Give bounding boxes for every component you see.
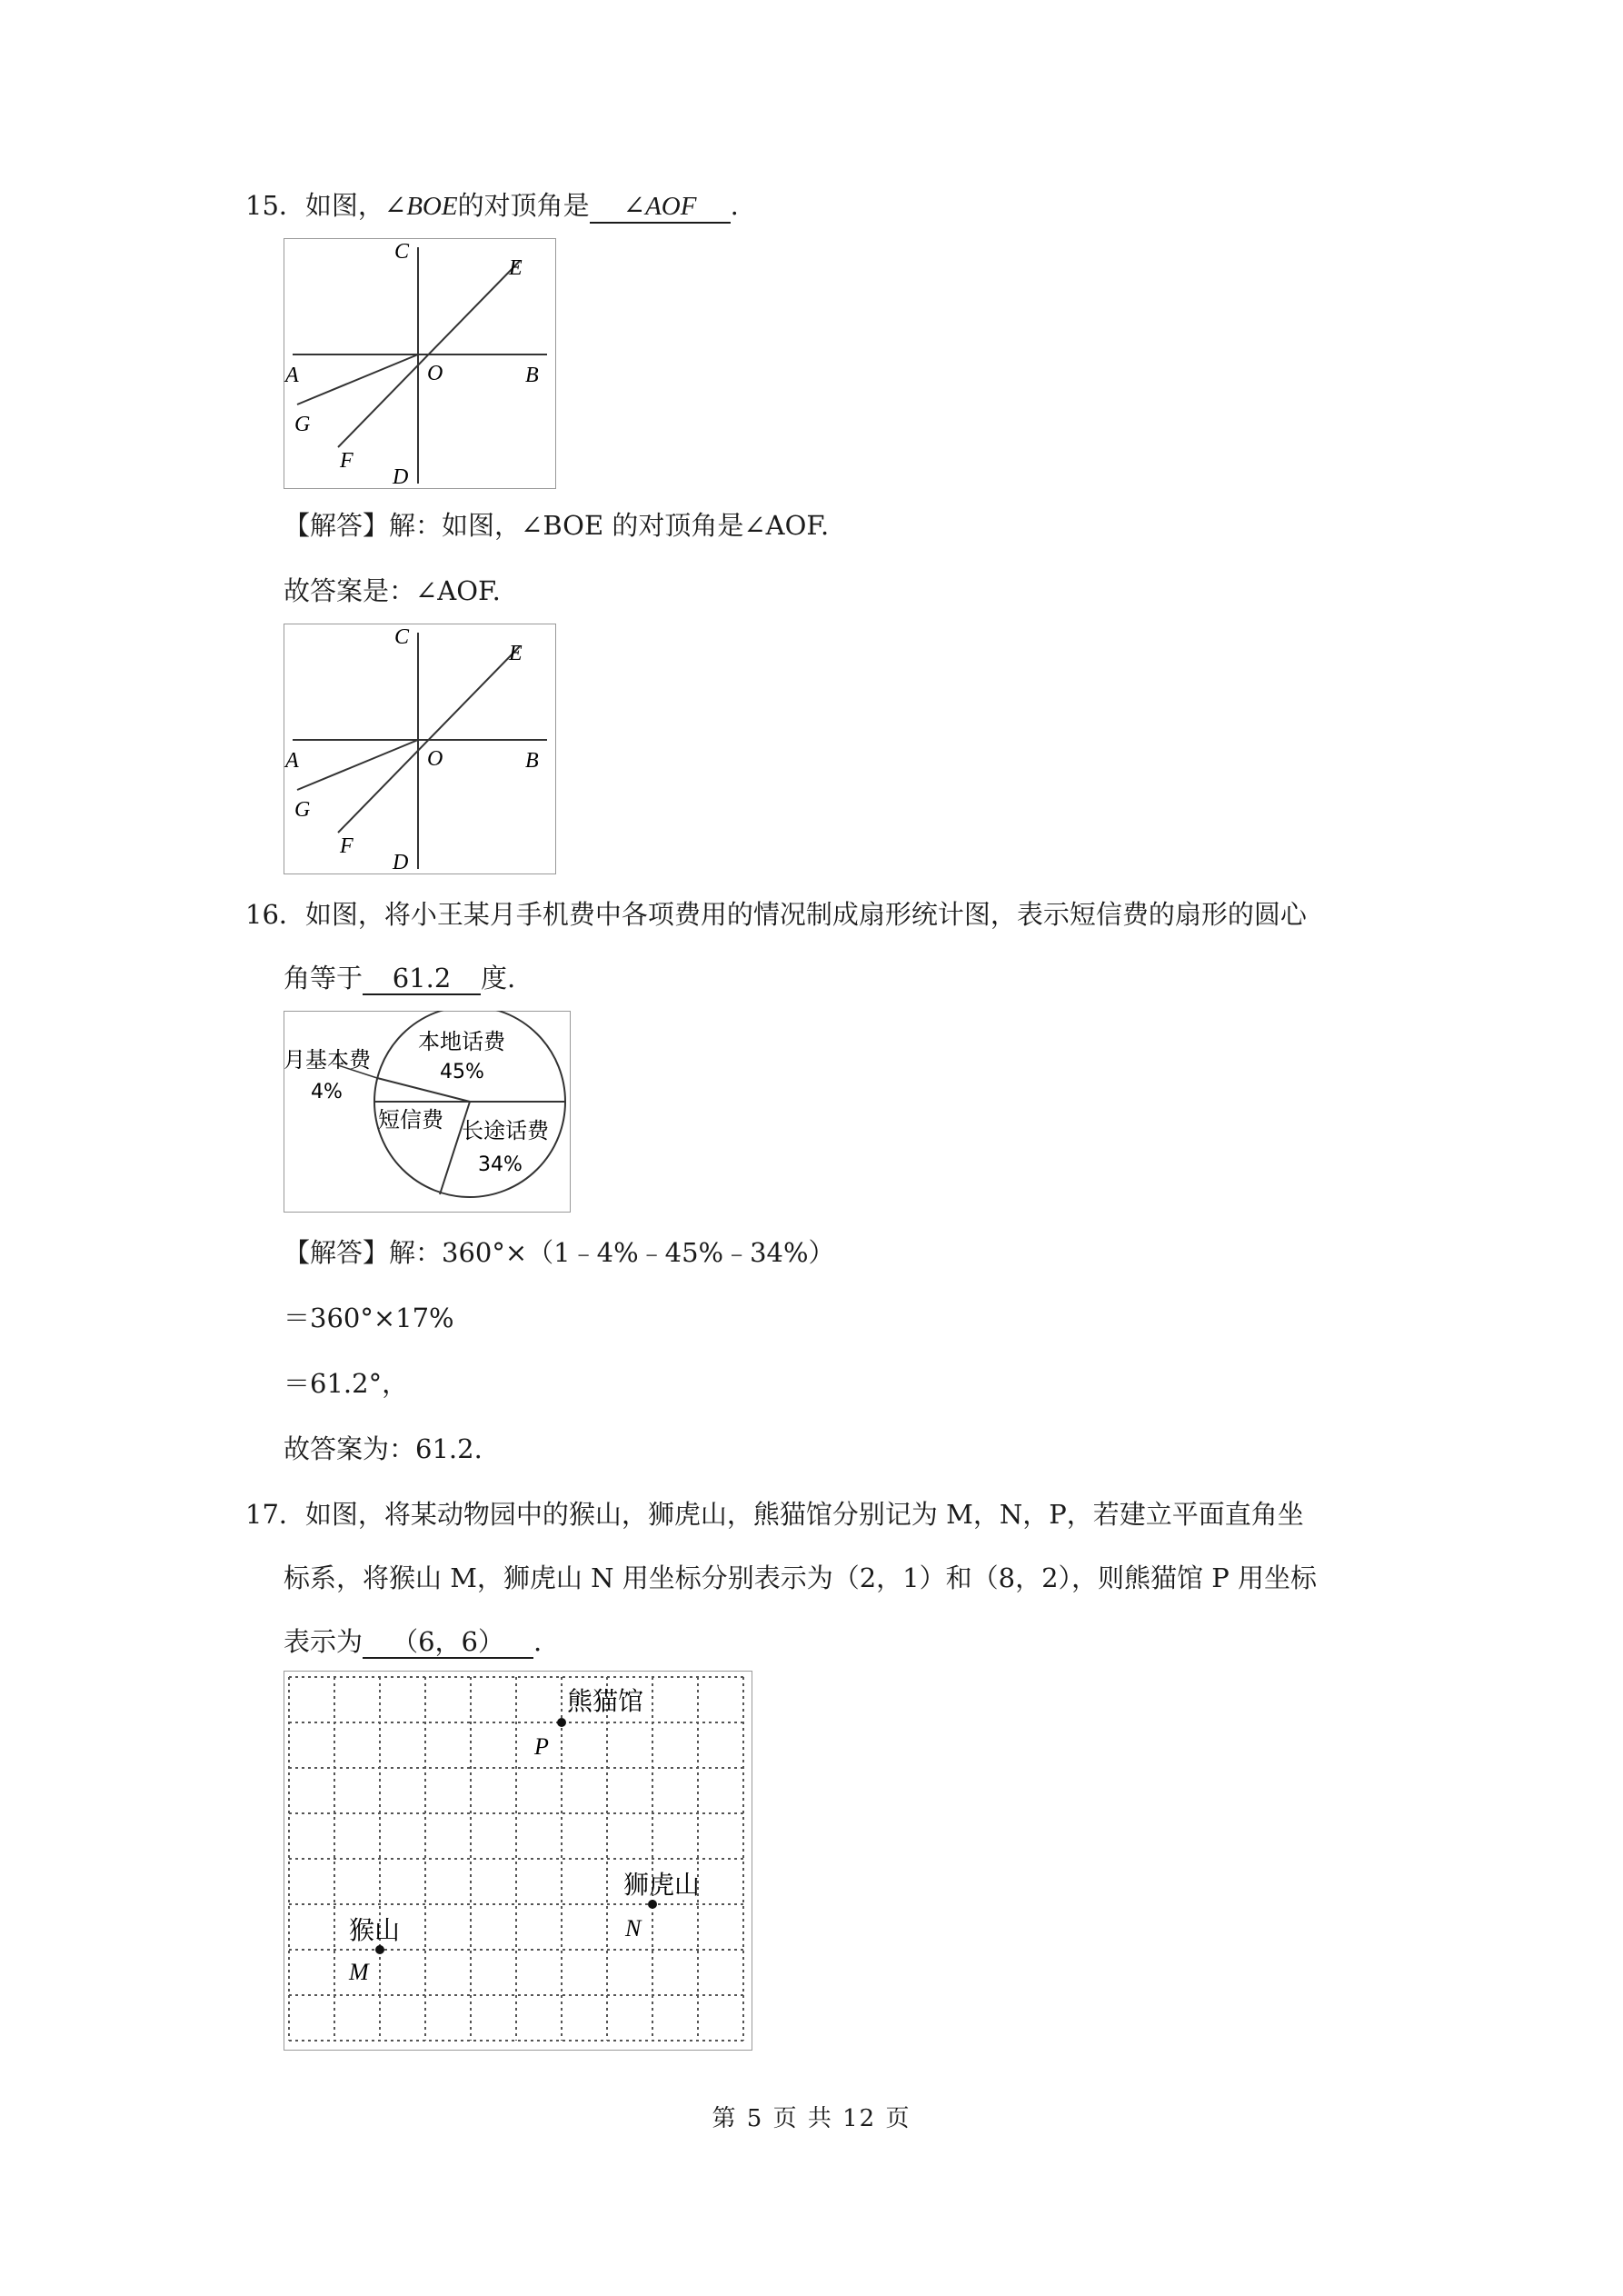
pie-label-monthly-pct: 4% bbox=[311, 1081, 343, 1103]
q15-text-before: 如图，∠ bbox=[304, 190, 407, 221]
label-F: F bbox=[340, 834, 353, 858]
label-C: C bbox=[394, 240, 410, 264]
q16-answer-blank: 61.2 bbox=[363, 963, 481, 995]
q16-question-line2 bbox=[284, 962, 515, 995]
label-monkey: 猴山 bbox=[349, 1915, 401, 1945]
point-M bbox=[375, 1945, 384, 1954]
pie-label-local-pct: 45% bbox=[440, 1061, 484, 1083]
q17-answer-blank: （6，6） bbox=[363, 1626, 533, 1659]
q15-figure-2 bbox=[284, 624, 556, 874]
q17-line3-before: 表示为 bbox=[284, 1626, 363, 1657]
q15-solution-text: 解：如图，∠BOE 的对顶角是∠AOF. bbox=[389, 510, 830, 541]
label-F: F bbox=[340, 449, 353, 473]
solution-tag: 【解答】 bbox=[284, 510, 390, 541]
label-P: P bbox=[534, 1733, 549, 1760]
label-C: C bbox=[394, 625, 410, 649]
dotted-grid bbox=[289, 1677, 743, 2041]
label-N: N bbox=[625, 1915, 642, 1942]
point-N bbox=[648, 1900, 657, 1909]
label-G: G bbox=[294, 798, 311, 822]
label-E: E bbox=[509, 642, 523, 665]
solution-tag: 【解答】 bbox=[284, 1237, 390, 1268]
pie-label-monthly: 月基本费 bbox=[284, 1047, 371, 1073]
label-M: M bbox=[349, 1959, 369, 1985]
q15-angle: BOE bbox=[406, 192, 458, 221]
q17-question-line2: 标系，将猴山 M，狮虎山 N 用坐标分别表示为（2，1）和（8，2），则熊猫馆 P 用坐标 bbox=[284, 1562, 1317, 1593]
q17-question-line1 bbox=[245, 1498, 1304, 1531]
q16-solution-line3: ＝61.2°， bbox=[284, 1368, 409, 1399]
angle-diagram-repeat bbox=[284, 624, 556, 874]
q16-pie-figure bbox=[284, 1011, 571, 1213]
q16-solution-text: 解：360°×（1﹣4%﹣45%﹣34%） bbox=[389, 1237, 835, 1268]
label-A: A bbox=[285, 749, 299, 773]
q17-grid-figure bbox=[284, 1671, 752, 2051]
pie-label-long: 长途话费 bbox=[462, 1118, 549, 1143]
label-lion: 狮虎山 bbox=[623, 1870, 701, 1900]
q16-solution-line2: ＝360°×17% bbox=[284, 1303, 454, 1333]
label-panda: 熊猫馆 bbox=[567, 1686, 644, 1716]
pie-label-long-pct: 34% bbox=[478, 1153, 523, 1176]
pie-label-sms: 短信费 bbox=[378, 1107, 443, 1133]
q17-number: 17． bbox=[245, 1499, 305, 1530]
q16-solution-line1 bbox=[284, 1236, 835, 1269]
q15-solution bbox=[284, 509, 829, 542]
q17-line1: 如图，将某动物园中的猴山，狮虎山，熊猫馆分别记为 M，N，P，若建立平面直角坐 bbox=[304, 1499, 1304, 1530]
q15-figure-1 bbox=[284, 238, 556, 489]
label-D: D bbox=[393, 851, 409, 874]
q16-question-line1 bbox=[245, 898, 1307, 931]
label-O: O bbox=[427, 747, 443, 771]
q15-question bbox=[245, 189, 739, 224]
label-B: B bbox=[525, 364, 539, 387]
q15-conclusion: 故答案是：∠AOF. bbox=[284, 575, 501, 606]
page-footer: 第 5 页 共 12 页 bbox=[712, 2105, 911, 2132]
pie-label-local: 本地话费 bbox=[418, 1029, 505, 1054]
q15-number: 15． bbox=[245, 190, 305, 221]
q15-end: . bbox=[730, 190, 739, 221]
q15-answer-blank: ∠AOF bbox=[590, 191, 731, 224]
label-D: D bbox=[393, 465, 409, 489]
q16-line1: 如图，将小王某月手机费中各项费用的情况制成扇形统计图，表示短信费的扇形的圆心 bbox=[304, 899, 1307, 930]
q16-conclusion: 故答案为：61.2. bbox=[284, 1433, 483, 1464]
pie-chart bbox=[284, 1011, 571, 1213]
q17-line3-after: . bbox=[533, 1626, 543, 1657]
point-P bbox=[557, 1718, 566, 1727]
angle-diagram bbox=[284, 238, 556, 489]
label-O: O bbox=[427, 362, 443, 385]
label-E: E bbox=[509, 256, 523, 280]
q16-line2-after: 度. bbox=[481, 963, 516, 993]
q15-text-after: 的对顶角是 bbox=[457, 190, 590, 221]
q16-number: 16． bbox=[245, 899, 305, 930]
q16-line2-before: 角等于 bbox=[284, 963, 363, 993]
label-B: B bbox=[525, 749, 539, 773]
q17-question-line3 bbox=[284, 1625, 542, 1659]
label-G: G bbox=[294, 413, 311, 436]
label-A: A bbox=[285, 364, 299, 387]
coordinate-grid bbox=[284, 1671, 752, 2051]
